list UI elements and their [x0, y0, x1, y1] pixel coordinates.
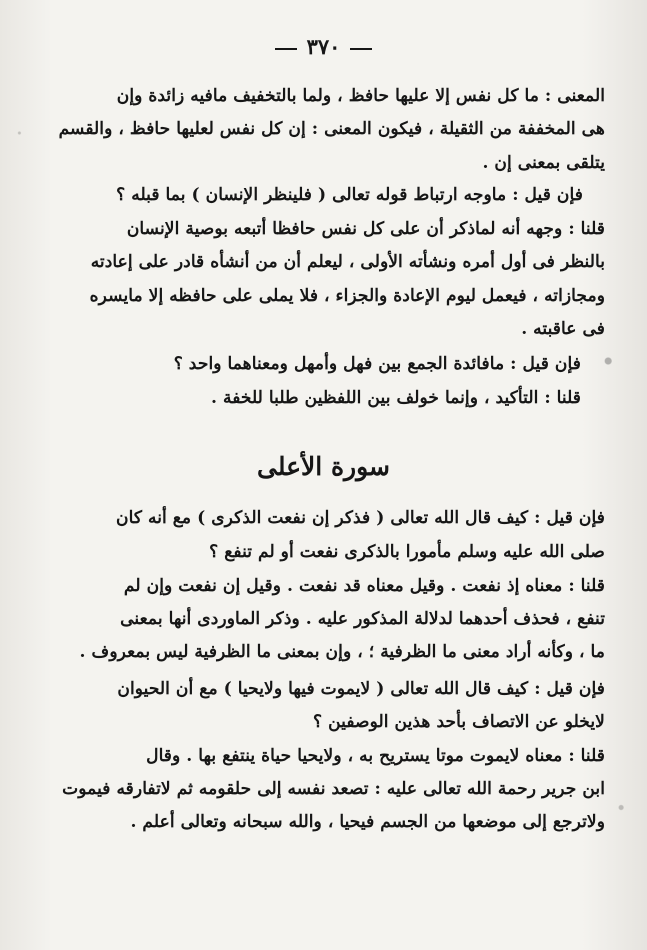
- answer-line: قلنا : وجهه أنه لماذكر أن على كل نفس حافظا أتبعه بوصية الإنسان: [126, 219, 605, 239]
- answer-line: قلنا : معناه إذ نفعت . وقيل معناه قد نفعت . وقيل إن نفعت وإن لم: [123, 576, 605, 596]
- question-line: فإن قيل : ماوجه ارتباط قوله تعالى ( فلينظر الإنسان ) بما قبله ؟: [116, 185, 583, 205]
- text-line: هى المخففة من الثقيلة ، فيكون المعنى : إن كل نفس لعليها حافظ ، والقسم: [58, 119, 605, 139]
- text-line: ابن جرير رحمة الله تعالى عليه : تصعد نفسه إلى حلقومه ثم لاتفارقه فيموت: [62, 779, 605, 799]
- header-dash-right: [350, 48, 372, 50]
- text-line: فى عاقبته .: [521, 319, 605, 339]
- text-line: صلى الله عليه وسلم مأمورا بالذكرى نفعت أو لم تنفع ؟: [209, 542, 605, 562]
- text-line: لايخلو عن الاتصاف بأحد هذين الوصفين ؟: [312, 712, 605, 732]
- text-line: المعنى : ما كل نفس إلا عليها حافظ ، ولما بالتخفيف مافيه زائدة وإن: [116, 86, 605, 106]
- question-line: فإن قيل : كيف قال الله تعالى ( لايموت فيها ولايحيا ) مع أن الحيوان: [117, 679, 605, 699]
- page-number: ٣٧٠: [306, 34, 341, 59]
- text-line: ولاترجع إلى موضعها من الجسم فيحيا ، والله سبحانه وتعالى أعلم .: [130, 812, 605, 832]
- answer-line: قلنا : معناه لايموت موتا يستريح به ، ولايحيا حياة ينتفع بها . وقال: [146, 746, 605, 766]
- text-line: يتلقى بمعنى إن .: [482, 153, 605, 173]
- question-line: فإن قيل : كيف قال الله تعالى ( فذكر إن نفعت الذكرى ) مع أنه كان: [115, 508, 605, 528]
- answer-line: قلنا : التأكيد ، وإنما خولف بين اللفظين طلبا للخفة .: [211, 388, 581, 408]
- surah-title: سورة الأعلى: [257, 452, 390, 481]
- text-line: تنفع ، فحذف أحدهما لدلالة المذكور عليه . وذكر الماوردى أنها بمعنى: [120, 609, 605, 629]
- page-header: [0, 34, 647, 59]
- question-line: فإن قيل : مافائدة الجمع بين فهل وأمهل ومعناهما واحد ؟: [173, 354, 581, 374]
- text-line: ما ، وكأنه أراد معنى ما الظرفية ؛ ، وإن بمعنى ما الظرفية ليس بمعروف .: [79, 642, 605, 662]
- text-line: بالنظر فى أول أمره ونشأته الأولى ، ليعلم أن من أنشأه قادر على إعادته: [90, 252, 605, 272]
- text-line: ومجازاته ، فيعمل ليوم الإعادة والجزاء ، فلا يملى على حافظه إلا مايسره: [89, 286, 605, 306]
- header-dash-left: [275, 48, 297, 50]
